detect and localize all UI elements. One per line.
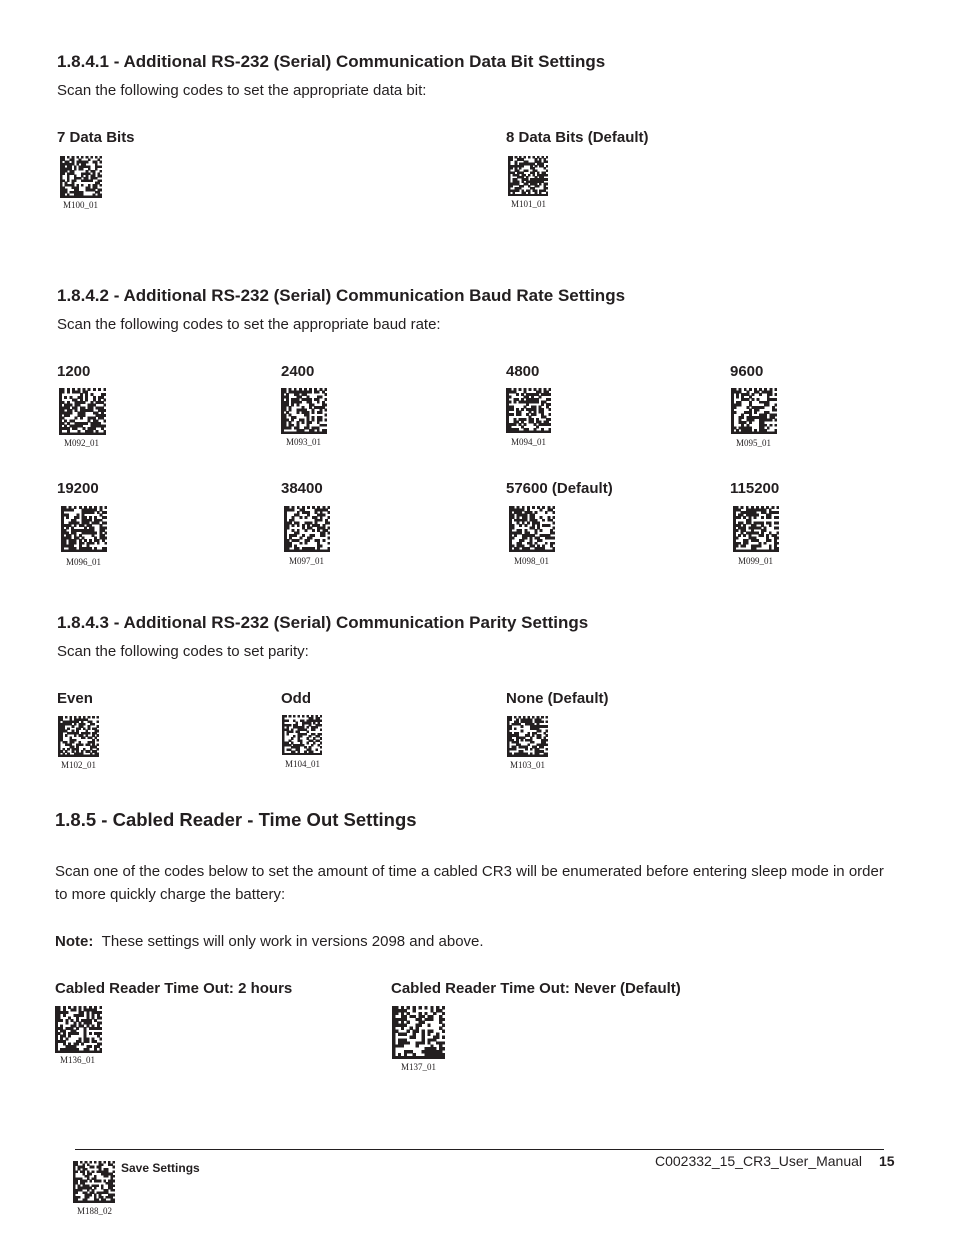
barcode-caption: M104_01 [285, 759, 321, 769]
datamatrix-barcode[interactable] [73, 1161, 115, 1203]
datamatrix-barcode[interactable] [55, 1006, 102, 1053]
datamatrix-barcode[interactable] [282, 715, 322, 755]
item-label: 115200 [730, 480, 780, 497]
datamatrix-barcode[interactable] [60, 156, 102, 198]
data-bits-heading: 1.8.4.1 - Additional RS-232 (Serial) Communication Data Bit Settings [57, 52, 606, 71]
item-label: 38400 [281, 480, 323, 497]
datamatrix-barcode[interactable] [508, 156, 548, 196]
datamatrix-barcode[interactable] [284, 506, 330, 552]
barcode-caption: M093_01 [286, 437, 322, 447]
note-label: Note: [55, 933, 94, 950]
barcode-caption: M095_01 [736, 438, 772, 448]
datamatrix-barcode[interactable] [281, 388, 327, 434]
timeout-note [55, 933, 484, 950]
item-label: 9600 [730, 363, 764, 380]
item-label: 4800 [506, 363, 540, 380]
barcode-caption: M101_01 [511, 199, 547, 209]
item-label: 7 Data Bits [57, 129, 135, 146]
baud-rate-heading: 1.8.4.2 - Additional RS-232 (Serial) Communication Baud Rate Settings [57, 286, 626, 305]
data-bits-intro: Scan the following codes to set the appropriate data bit: [57, 82, 427, 99]
page-number: 15 [879, 1153, 895, 1169]
item-label: Cabled Reader Time Out: Never (Default) [391, 980, 681, 997]
parity-intro: Scan the following codes to set parity: [57, 643, 309, 660]
barcode-caption: M103_01 [510, 760, 546, 770]
barcode-caption: M096_01 [66, 557, 102, 567]
barcode-caption: M094_01 [511, 437, 547, 447]
item-label: 19200 [57, 480, 99, 497]
barcode-caption: M136_01 [60, 1055, 96, 1065]
barcode-caption: M097_01 [289, 556, 325, 566]
datamatrix-barcode[interactable] [61, 506, 107, 552]
datamatrix-barcode[interactable] [392, 1006, 445, 1059]
item-label: 1200 [57, 363, 91, 380]
barcode-caption: M137_01 [401, 1062, 437, 1072]
item-label: Even [57, 690, 93, 707]
barcode-caption: M102_01 [61, 760, 97, 770]
datamatrix-barcode[interactable] [507, 716, 548, 757]
datamatrix-barcode[interactable] [506, 388, 551, 433]
datamatrix-barcode[interactable] [58, 716, 99, 757]
barcode-caption: M188_02 [77, 1206, 113, 1216]
datamatrix-barcode[interactable] [59, 388, 106, 435]
footer-divider [75, 1149, 884, 1150]
item-label: 8 Data Bits (Default) [506, 129, 649, 146]
document-id: C002332_15_CR3_User_Manual [655, 1153, 863, 1169]
barcode-caption: M099_01 [738, 556, 774, 566]
save-settings-label: Save Settings [121, 1161, 200, 1175]
parity-heading: 1.8.4.3 - Additional RS-232 (Serial) Communication Parity Settings [57, 613, 589, 632]
datamatrix-barcode[interactable] [733, 506, 779, 552]
baud-rate-intro: Scan the following codes to set the appropriate baud rate: [57, 316, 441, 333]
timeout-intro: Scan one of the codes below to set the amount of time a cabled CR3 will be enumerated before entering sleep mode in order to more quickly charge the battery: [55, 863, 884, 903]
barcode-caption: M092_01 [64, 438, 100, 448]
datamatrix-barcode[interactable] [509, 506, 555, 552]
datamatrix-barcode[interactable] [731, 388, 777, 434]
item-label: Cabled Reader Time Out: 2 hours [55, 980, 293, 997]
item-label: Odd [281, 690, 311, 707]
item-label: 2400 [281, 363, 315, 380]
item-label: 57600 (Default) [506, 480, 613, 497]
timeout-heading: 1.8.5 - Cabled Reader - Time Out Settings [55, 809, 417, 830]
barcode-caption: M100_01 [63, 200, 99, 210]
item-label: None (Default) [506, 690, 609, 707]
note-text: These settings will only work in versions 2098 and above. [101, 933, 484, 950]
barcode-caption: M098_01 [514, 556, 550, 566]
